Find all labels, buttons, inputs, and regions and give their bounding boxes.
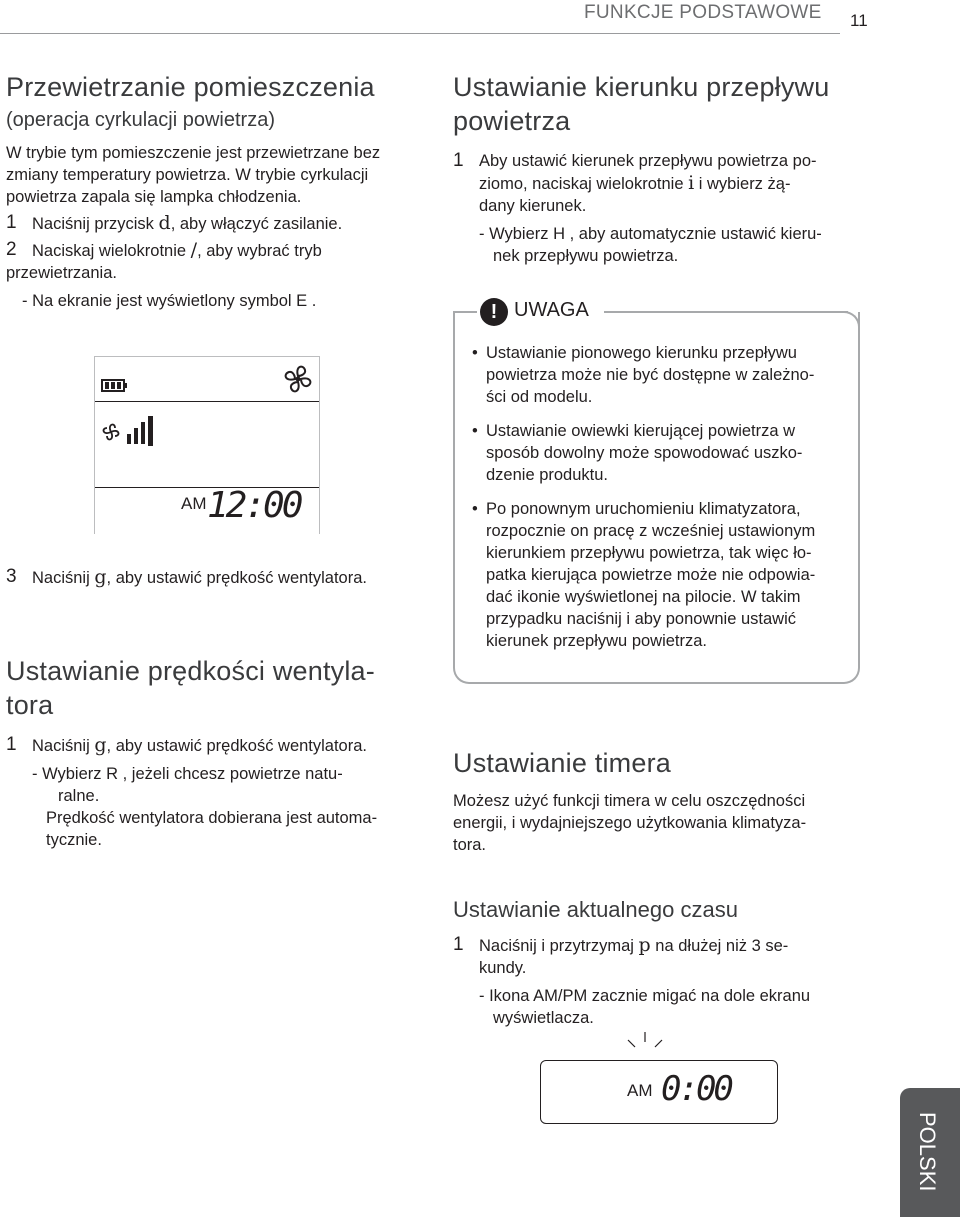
timer-intro-line: tora. — [453, 836, 487, 854]
running-header: FUNKCJE PODSTAWOWE — [584, 2, 822, 23]
step-text: Naciśnij — [32, 737, 95, 755]
intro-line: W trybie tym pomieszczenie jest przewietrzane bez — [6, 144, 381, 162]
display-clock: 0:00 — [661, 1069, 731, 1109]
mode-button-glyph: / — [190, 239, 198, 261]
step-text: , aby włączyć zasilanie. — [170, 215, 343, 233]
caution-title: UWAGA — [514, 299, 589, 321]
fan-speed-note: tycznie. — [46, 831, 102, 849]
ventilation-step-3 — [6, 566, 426, 589]
timer-title: Ustawianie timera — [453, 748, 671, 778]
battery-icon — [101, 378, 129, 394]
step-text: Naciskaj wielokrotnie — [32, 242, 191, 260]
display-divider — [95, 401, 319, 402]
fan-speed-title-line: Ustawianie prędkości wentyla- — [6, 656, 375, 686]
clock-step-1: 1 Naciśnij i przytrzymaj p na dłużej niż 3 se- kundy. — [453, 934, 789, 977]
step-text: dany kierunek. — [479, 197, 587, 215]
intro-line: zmiany temperatury powietrza. W trybie cyrkulacji — [6, 166, 369, 184]
display-frame-rule — [95, 356, 319, 357]
step-text: , aby ustawić prędkość wentylatora. — [106, 737, 367, 755]
step-text: , aby ustawić prędkość wentylatora. — [106, 569, 367, 587]
step-text: ziomo, naciskaj wielokrotnie i i wybierz żą- — [479, 172, 791, 194]
remote-display-small — [540, 1060, 778, 1124]
airflow-section — [453, 70, 873, 267]
timer-intro-line: Możesz użyć funkcji timera w celu oszczędności — [453, 792, 806, 810]
step-text: Aby ustawić kierunek przepływu powietrza po- — [479, 152, 817, 170]
display-am-label: AM — [181, 494, 207, 513]
timer-intro-line: energii, i wydajniejszego użytkowania klimatyza- — [453, 814, 807, 832]
fan-speed-step-1 — [6, 734, 426, 757]
set-button-glyph: p — [638, 934, 651, 956]
display-am-label: AM — [627, 1081, 653, 1100]
fan-speed-section — [6, 654, 426, 851]
airflow-step-1 — [453, 150, 873, 217]
step-number: 1 — [6, 734, 17, 755]
warning-icon: ! — [480, 298, 508, 326]
step-text: Naciśnij przycisk — [32, 215, 159, 233]
caution-item: • Ustawianie pionowego kierunku przepływu powietrza może nie być dostępne w zależno- ści od modelu. — [472, 342, 844, 408]
fan-speed-button-glyph: g — [94, 734, 107, 756]
caution-item: • Po ponownym uruchomieniu klimatyzatora, rozpocznie on pracę z wcześniej ustawionym kierunkiem przepływu powietrza, tak więc ło- patka kierująca powietrze może nie odpowia- dać ikonie wyświetlonej na pilocie. W takim przypadku naciśnij i aby ponownie ustawić kierunek przepływu powietrza. — [472, 498, 844, 652]
step-2-continuation: przewietrzania. — [6, 264, 117, 282]
airflow-note: nek przepływu powietrza. — [493, 247, 679, 265]
step-number: 1 — [6, 212, 17, 233]
ventilation-intro — [6, 142, 426, 208]
step-text: Naciśnij — [32, 569, 95, 587]
ventilation-subtitle: (operacja cyrkulacji powietrza) — [6, 109, 275, 131]
airflow-note: - Wybierz H , aby automatycznie ustawić kieru- — [479, 225, 822, 243]
intro-line: powietrza zapala się lampka chłodzenia. — [6, 188, 302, 206]
ventilation-step-1 — [6, 212, 426, 235]
airflow-title-line: Ustawianie kierunku przepływu — [453, 72, 830, 102]
caution-list — [472, 342, 844, 664]
fan-speed-note: ralne. — [58, 787, 100, 805]
airflow-title-line: powietrza — [453, 106, 571, 136]
page-number: 11 — [850, 11, 868, 30]
power-button-glyph: d — [158, 212, 171, 234]
ventilation-step-2 — [6, 239, 426, 262]
fan-speed-button-glyph: g — [94, 566, 107, 588]
fan-speed-note: - Wybierz R , jeżeli chcesz powietrze natu- — [32, 765, 343, 783]
ventilation-title: Przewietrzanie pomieszczenia — [6, 72, 375, 102]
fan-speed-bars-icon — [99, 412, 161, 452]
step-number: 1 — [453, 934, 464, 955]
step-2-note: - Na ekranie jest wyświetlony symbol E . — [22, 292, 317, 310]
fan-speed-title-line: tora — [6, 690, 54, 720]
clock-title: Ustawianie aktualnego czasu — [453, 897, 738, 922]
clock-note: - Ikona AM/PM zacznie migać na dole ekranu — [479, 987, 811, 1005]
remote-display — [94, 356, 320, 534]
step-number: 1 — [453, 150, 464, 171]
header-rule — [0, 33, 840, 34]
step-number: 3 — [6, 566, 17, 587]
fan-icon — [281, 362, 315, 396]
caution-item: • Ustawianie owiewki kierującej powietrza w sposób dowolny może spowodować uszko- dzenie produktu. — [472, 420, 844, 486]
fan-speed-note: Prędkość wentylatora dobierana jest automa- — [46, 809, 378, 827]
left-column — [6, 70, 426, 312]
clock-section — [453, 896, 873, 1029]
step-text: , aby wybrać tryb — [197, 242, 322, 260]
timer-section — [453, 746, 873, 856]
display-clock: 12:00 — [207, 485, 301, 526]
clock-note: wyświetlacza. — [493, 1009, 594, 1027]
step-number: 2 — [6, 239, 17, 260]
language-tab-label: POLSKI — [915, 1112, 940, 1192]
swing-button-glyph: i — [688, 172, 695, 194]
language-tab — [900, 1088, 960, 1217]
